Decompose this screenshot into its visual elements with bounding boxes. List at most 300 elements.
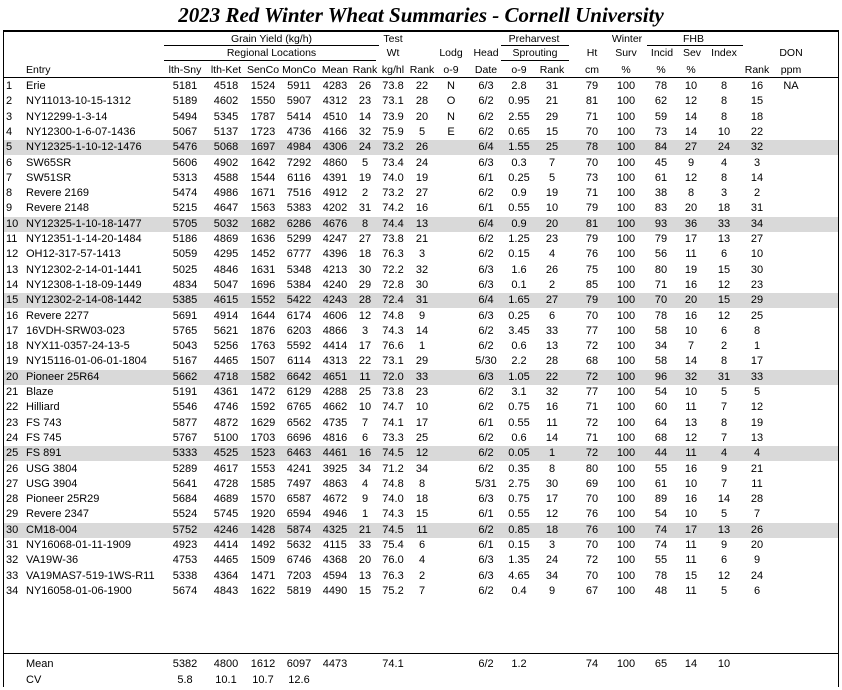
row-number: 10: [6, 217, 19, 230]
yield-rank: 16: [358, 447, 372, 460]
yield-monco: 7203: [286, 569, 312, 582]
test-weight-rank: 31: [415, 294, 429, 307]
sprouting-rank: 6: [548, 309, 556, 322]
yield-ith-sny: 5338: [172, 569, 198, 582]
yield-rank: 14: [358, 110, 372, 123]
test-weight: 74.4: [382, 217, 404, 230]
height: 76: [585, 523, 599, 536]
test-weight-rank: 6: [418, 539, 426, 551]
table-row: [4, 79, 838, 94]
test-weight-rank: 29: [415, 355, 429, 368]
fhb-index: 9: [720, 462, 728, 475]
yield-ith-ket: 4246: [213, 523, 239, 536]
test-weight: 76.3: [382, 248, 404, 261]
test-weight-rank: 26: [415, 141, 429, 154]
fhb-incidence: 73: [654, 125, 668, 138]
table-row: [4, 110, 838, 125]
yield-senco: 1428: [250, 523, 276, 536]
fhb-severity: 16: [684, 309, 698, 322]
yield-ith-ket: 5032: [213, 217, 239, 230]
fhb-rank: 1: [753, 340, 761, 353]
winter-survival: 100: [616, 401, 636, 414]
yield-mean: 4243: [322, 294, 348, 307]
sprouting-score: 1.6: [511, 263, 527, 276]
yield-ith-sny: 5474: [172, 187, 198, 200]
yield-ith-sny: 5752: [172, 523, 198, 536]
test-weight-rank: 18: [415, 493, 429, 506]
column-header-winter-survival: %: [621, 64, 631, 76]
height: 85: [585, 278, 599, 291]
row-number: 17: [6, 324, 19, 337]
fhb-incidence: 56: [654, 248, 668, 261]
heading-date: 6/2: [478, 447, 494, 460]
column-header-yield-ith-ket: lth-Ket: [210, 64, 242, 76]
column-header-yield-mean: Mean: [321, 64, 349, 76]
yield-senco: 1492: [250, 539, 276, 551]
yield-ith-sny: 5189: [172, 95, 198, 108]
test-weight: 74.7: [382, 401, 404, 414]
yield-monco: 7497: [286, 477, 312, 490]
table-row: [4, 278, 838, 293]
sprouting-rank: 15: [545, 125, 559, 138]
row-number: 24: [6, 431, 19, 444]
heading-date: 6/4: [478, 141, 494, 154]
test-weight: 73.8: [382, 80, 404, 92]
yield-ith-ket: 4872: [213, 416, 239, 429]
fhb-rank: 13: [750, 431, 764, 444]
entry-name: NY12299-1-3-14: [26, 110, 108, 123]
table-row: [4, 431, 838, 446]
sprouting-score: 2.75: [508, 477, 530, 490]
yield-ith-sny: 5684: [172, 493, 198, 506]
height: 81: [585, 95, 599, 108]
sprouting-score: 2.2: [511, 355, 527, 368]
fhb-incidence: 59: [654, 110, 668, 123]
yield-ith-sny: 5877: [172, 416, 198, 429]
yield-mean: 4860: [322, 156, 348, 169]
sprouting-rank: 17: [545, 493, 559, 506]
winter-survival: 100: [616, 217, 636, 230]
column-header-fhb-incidence: %: [656, 64, 666, 76]
winter-survival: 100: [616, 294, 636, 307]
fhb-severity: 11: [685, 584, 697, 597]
entry-name: OH12-317-57-1413: [26, 248, 121, 261]
fhb-incidence: 54: [654, 386, 668, 398]
fhb-rank: 6: [753, 584, 761, 597]
height: 78: [585, 141, 599, 154]
yield-ith-ket: 5256: [213, 340, 239, 353]
yield-mean: 4213: [322, 263, 348, 276]
yield-monco: 12.6: [288, 674, 310, 686]
sprouting-score: 0.25: [508, 171, 530, 184]
yield-rank: 4: [361, 477, 369, 490]
yield-senco: 1585: [250, 477, 276, 490]
yield-monco: 6746: [286, 554, 312, 567]
table-row: [4, 140, 838, 155]
yield-rank: 27: [358, 233, 372, 245]
test-weight-rank: 4: [418, 554, 426, 567]
yield-senco: 1631: [250, 263, 276, 276]
column-header-sprouting-rank: Rank: [539, 64, 565, 76]
fhb-severity: 16: [684, 493, 698, 506]
summary-row: [4, 672, 838, 688]
yield-monco: 4241: [286, 462, 312, 475]
fhb-rank: 10: [750, 248, 764, 261]
yield-senco: 1642: [250, 156, 276, 169]
fhb-severity: 11: [685, 401, 697, 414]
yield-mean: 4651: [322, 370, 348, 383]
yield-mean: 4461: [322, 447, 348, 460]
test-weight-rank: 1: [418, 340, 426, 353]
yield-mean: 4283: [322, 80, 348, 92]
fhb-index: 5: [720, 584, 728, 597]
yield-mean: 4313: [322, 355, 348, 368]
yield-senco: 1622: [250, 584, 276, 597]
table-row: [4, 94, 838, 109]
yield-mean: 4325: [322, 523, 348, 536]
fhb-rank: 32: [750, 141, 764, 154]
fhb-rank: 11: [751, 477, 763, 490]
yield-ith-sny: 5662: [172, 370, 198, 383]
yield-ith-sny: 5765: [172, 324, 198, 337]
row-number: 8: [6, 187, 13, 200]
sprouting-rank: 18: [545, 523, 559, 536]
heading-date: 6/2: [478, 431, 494, 444]
height: 71: [585, 187, 599, 200]
table-row: [4, 125, 838, 140]
row-number: 27: [6, 477, 19, 490]
fhb-incidence: 71: [654, 278, 668, 291]
heading-date: 6/2: [478, 340, 494, 353]
test-weight-rank: 28: [415, 95, 429, 108]
height: 71: [585, 110, 599, 123]
fhb-incidence: 58: [654, 355, 668, 368]
fhb-incidence: 48: [654, 584, 668, 597]
incid-header: Incid: [650, 47, 674, 59]
fhb-rank: 4: [753, 447, 761, 460]
fhb-incidence: 70: [654, 294, 668, 307]
test-weight-rank: 14: [415, 324, 429, 337]
fhb-severity: 12: [684, 431, 698, 444]
winter-survival: 100: [616, 248, 636, 261]
test-weight: 73.1: [382, 355, 404, 368]
fhb-index: 13: [717, 233, 731, 245]
sprouting-score: 1.35: [508, 554, 530, 567]
yield-monco: 6463: [286, 447, 312, 460]
yield-mean: 4306: [322, 141, 348, 154]
yield-rank: 21: [358, 523, 372, 536]
sprouting-rank: 19: [545, 187, 559, 200]
sprouting-rank: 4: [548, 248, 556, 261]
yield-rank: 12: [358, 309, 372, 322]
sprouting-rank: 2: [548, 278, 556, 291]
yield-ith-ket: 5100: [213, 431, 239, 444]
fhb-severity: 11: [685, 248, 697, 261]
yield-senco: 1544: [250, 171, 276, 184]
yield-mean: 4312: [322, 95, 348, 108]
yield-ith-sny: 5524: [172, 508, 198, 521]
sprouting-rank: 13: [545, 340, 559, 353]
entry-name: FS 891: [26, 447, 62, 460]
yield-ith-ket: 4746: [213, 401, 239, 414]
yield-ith-ket: 10.1: [215, 674, 237, 686]
yield-monco: 6696: [286, 431, 312, 444]
fhb-severity: 15: [684, 569, 698, 582]
yield-senco: 1697: [250, 141, 276, 154]
test-weight: 74.5: [382, 523, 404, 536]
sprouting-score: 1.25: [508, 233, 530, 245]
yield-monco: 6594: [286, 508, 312, 521]
fhb-index: 10: [717, 125, 731, 138]
table-row: [4, 523, 838, 538]
yield-ith-ket: 4525: [213, 447, 239, 460]
yield-mean: 4510: [322, 110, 348, 123]
test-weight: 74.5: [382, 447, 404, 460]
yield-ith-ket: 5137: [213, 125, 239, 138]
winter-survival: 100: [616, 263, 636, 276]
sprouting-score: 1.65: [508, 294, 530, 307]
yield-mean: 4672: [322, 493, 348, 506]
yield-mean: 4414: [322, 340, 348, 353]
sprouting-rank: 1: [548, 447, 556, 460]
yield-monco: 5819: [286, 584, 312, 597]
height: 76: [585, 508, 599, 521]
entry-name: FS 745: [26, 431, 62, 444]
sprouting-score: 0.6: [511, 431, 527, 444]
row-number: 9: [6, 202, 13, 215]
yield-ith-ket: 4843: [213, 584, 239, 597]
yield-monco: 6116: [287, 171, 311, 184]
yield-monco: 5592: [286, 340, 312, 353]
fhb-index: 5: [720, 386, 728, 398]
table-row: [4, 584, 838, 599]
sprouting-score: 0.9: [511, 217, 527, 230]
table-row: [4, 507, 838, 522]
yield-rank: 10: [358, 401, 372, 414]
fhb-severity: 7: [687, 340, 695, 353]
sprouting-score: 0.3: [511, 156, 527, 169]
yield-ith-sny: 5186: [172, 233, 198, 245]
page-title: 2023 Red Winter Wheat Summaries - Cornell University: [178, 3, 664, 27]
sprouting-rank: 26: [545, 263, 559, 276]
yield-senco: 1582: [250, 370, 276, 383]
yield-mean: 4866: [322, 324, 348, 337]
fhb-incidence: 34: [654, 340, 668, 353]
winter-survival: 100: [616, 141, 636, 154]
yield-ith-sny: 5025: [172, 263, 198, 276]
test-weight: 74.8: [382, 477, 404, 490]
test-weight: 73.1: [382, 95, 404, 108]
yield-ith-ket: 5345: [213, 110, 239, 123]
entry-name: Hilliard: [26, 401, 60, 414]
yield-ith-ket: 4800: [213, 658, 239, 670]
fhb-rank: 19: [750, 416, 764, 429]
yield-mean: 4473: [322, 658, 348, 670]
fhb-severity: 14: [684, 355, 698, 368]
yield-rank: 13: [358, 569, 372, 582]
yield-mean: 4247: [322, 233, 348, 245]
yield-senco: 1507: [250, 355, 276, 368]
winter-survival: 100: [616, 370, 636, 383]
test-weight: 74.3: [382, 508, 404, 521]
fhb-incidence: 64: [654, 416, 668, 429]
test-weight: 72.2: [382, 263, 404, 276]
winter-survival: 100: [616, 477, 636, 490]
heading-date: 6/2: [478, 187, 494, 200]
fhb-incidence: 44: [654, 447, 668, 460]
heading-date: 6/2: [478, 658, 494, 670]
yield-rank: 9: [361, 493, 369, 506]
fhb-index: 8: [720, 95, 728, 108]
yield-rank: 8: [361, 217, 369, 230]
yield-rank: 7: [361, 416, 369, 429]
heading-date: 6/2: [478, 125, 494, 138]
row-number: 32: [6, 554, 19, 567]
entry-name: SW51SR: [26, 171, 72, 184]
fhb-severity: 12: [684, 171, 698, 184]
test-weight: 73.8: [382, 386, 404, 398]
height: 70: [585, 493, 599, 506]
column-header-row: [4, 62, 838, 78]
fhb-severity: 11: [685, 447, 697, 460]
fhb-incidence: 80: [654, 263, 668, 276]
sprouting-score: 0.1: [511, 278, 527, 291]
sprouting-score: 0.95: [508, 95, 530, 108]
test-weight: 76.0: [382, 554, 404, 567]
yield-ith-ket: 4902: [213, 156, 239, 169]
yield-senco: 1696: [250, 278, 276, 291]
grain-yield-header: Grain Yield (kg/h): [230, 33, 313, 45]
entry-name: FS 743: [26, 416, 62, 429]
height: 72: [585, 447, 599, 460]
heading-date: 6/1: [478, 539, 494, 551]
fhb-incidence: 74: [654, 523, 668, 536]
fhb-incidence: 78: [654, 80, 668, 92]
yield-ith-ket: 5621: [213, 324, 239, 337]
fhb-incidence: 96: [654, 370, 668, 383]
yield-ith-sny: 5606: [172, 156, 198, 169]
heading-date: 6/1: [478, 171, 494, 184]
winter-survival: 100: [616, 508, 636, 521]
test-weight: 72.0: [382, 370, 404, 383]
height: 67: [585, 584, 599, 597]
fhb-index: 7: [720, 401, 728, 414]
yield-ith-sny: 5494: [172, 110, 198, 123]
row-number: 34: [6, 584, 19, 597]
heading-date: 6/3: [478, 493, 494, 506]
yield-ith-ket: 4465: [213, 355, 239, 368]
entry-name: SW65SR: [26, 156, 72, 169]
yield-mean: 4115: [323, 539, 347, 551]
column-header-heading-date: Date: [474, 64, 498, 76]
winter-survival: 100: [616, 278, 636, 291]
height: 77: [585, 324, 599, 337]
sprouting-rank: 21: [545, 95, 559, 108]
test-weight: 76.3: [382, 569, 404, 582]
heading-date: 6/1: [478, 508, 494, 521]
sprouting-rank: 23: [545, 233, 559, 245]
test-weight-rank: 19: [415, 171, 429, 184]
entry-name: 16VDH-SRW03-023: [26, 324, 125, 337]
table-row: [4, 201, 838, 216]
row-number: 1: [6, 80, 13, 92]
entry-name: NY16058-01-06-1900: [26, 584, 132, 597]
yield-ith-sny: 5191: [172, 386, 198, 398]
sprouting-score: 0.15: [508, 248, 530, 261]
yield-mean: 4240: [322, 278, 348, 291]
yield-senco: 1553: [250, 462, 276, 475]
table-row: [4, 553, 838, 568]
fhb-rank: 23: [750, 278, 764, 291]
entry-name: NY12302-2-14-08-1442: [26, 294, 142, 307]
test-weight-rank: 8: [418, 477, 426, 490]
head-header: Head: [473, 47, 499, 59]
yield-ith-sny: 4753: [172, 554, 198, 567]
test-weight-rank: 15: [415, 508, 429, 521]
sprouting-score: 0.55: [508, 508, 530, 521]
yield-rank: 17: [358, 340, 372, 353]
sprouting-score: 0.25: [508, 309, 530, 322]
yield-ith-sny: 5.8: [177, 674, 193, 686]
yield-monco: 5414: [286, 110, 312, 123]
entry-name: NY12308-1-18-09-1449: [26, 278, 142, 291]
yield-senco: 1452: [250, 248, 276, 261]
sprouting-score: 0.4: [511, 584, 527, 597]
table-row: [4, 492, 838, 507]
test-weight-rank: 3: [418, 248, 426, 261]
entry-name: Pioneer 25R64: [26, 370, 100, 383]
heading-date: 6/4: [478, 294, 494, 307]
height: 79: [585, 233, 599, 245]
entry-name: Revere 2148: [26, 202, 89, 215]
height: 77: [585, 386, 599, 398]
fhb-incidence: 60: [654, 401, 668, 414]
fhb-index: 4: [720, 156, 728, 169]
yield-rank: 28: [358, 294, 372, 307]
fhb-severity: 32: [684, 370, 698, 383]
sprouting-score: 0.55: [508, 202, 530, 215]
regional-locations-header: Regional Locations: [226, 47, 317, 59]
fhb-index: 14: [717, 493, 731, 506]
sprouting-rank: 24: [545, 554, 559, 567]
height: 72: [585, 416, 599, 429]
yield-monco: 6642: [286, 370, 312, 383]
winter-survival: 100: [616, 386, 636, 398]
test-weight-rank: 11: [416, 523, 428, 536]
yield-rank: 26: [358, 80, 372, 92]
yield-ith-sny: 4923: [172, 539, 198, 551]
yield-rank: 19: [358, 171, 372, 184]
height: 72: [585, 554, 599, 567]
yield-monco: 5383: [286, 202, 312, 215]
column-header-height: cm: [585, 64, 599, 76]
yield-ith-sny: 5059: [172, 248, 198, 261]
sprouting-score: 0.6: [511, 340, 527, 353]
fhb-severity: 17: [684, 233, 698, 245]
yield-ith-sny: 5382: [172, 658, 198, 670]
winter-survival: 100: [616, 95, 636, 108]
yield-rank: 24: [358, 141, 372, 154]
fhb-rank: 16: [750, 80, 764, 92]
yield-mean: 4396: [322, 248, 348, 261]
index-header: Index: [711, 47, 737, 59]
yield-ith-sny: 5476: [172, 141, 198, 154]
lodging: N: [447, 80, 455, 92]
fhb-severity: 16: [684, 462, 698, 475]
row-number: 30: [6, 523, 19, 536]
test-weight-rank: 16: [415, 202, 429, 215]
table-row: [4, 156, 838, 171]
